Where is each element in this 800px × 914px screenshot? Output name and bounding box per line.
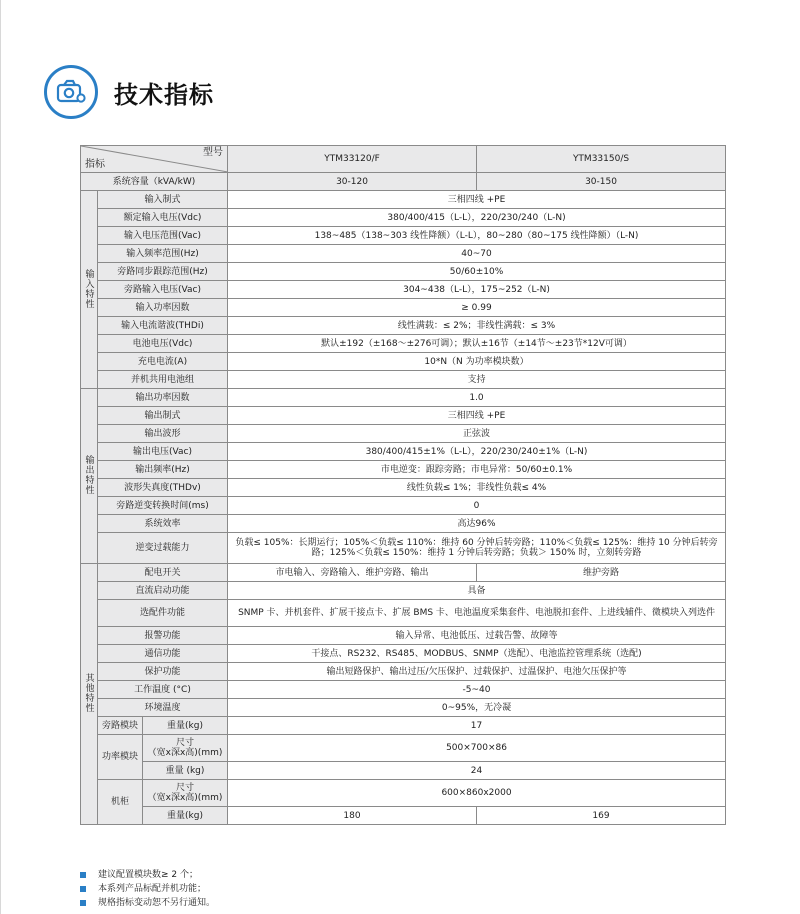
row-value: 输出短路保护、输出过压/欠压保护、过载保护、过温保护、电池欠压保护等 xyxy=(228,663,726,681)
row-label: 输入电流谐波(THDi) xyxy=(98,317,228,335)
row-value: 正弦波 xyxy=(228,425,726,443)
row-value: 支持 xyxy=(228,371,726,389)
row-value: 负载≤ 105%：长期运行；105%＜负载≤ 110%：维持 60 分钟后转旁路；110%＜负载≤ 125%：维持 10 分钟后转旁路；125%＜负载≤ 150%：维持 1 分钟后转旁路；负载＞ 150% 时，立刻转旁路 xyxy=(228,533,726,564)
section-header xyxy=(44,64,214,120)
bypass-module-row xyxy=(81,717,726,735)
row-value: 线性负载≤ 1%；非线性负载≤ 4% xyxy=(228,479,726,497)
output-row xyxy=(81,479,726,497)
output-row xyxy=(81,497,726,515)
row-value: 三相四线 +PE xyxy=(228,407,726,425)
output-row xyxy=(81,443,726,461)
input-row xyxy=(81,191,726,209)
row-value: SNMP 卡、并机套件、扩展干接点卡、扩展 BMS 卡、电池温度采集套件、电池脱扣套件、上进线辅件、微模块入列选件 xyxy=(228,600,726,627)
row-label: 工作温度 (°C) xyxy=(98,681,228,699)
row-label: 并机共用电池组 xyxy=(98,371,228,389)
group-input-label: 输入特性 xyxy=(81,191,98,389)
row-label: 旁路同步跟踪范围(Hz) xyxy=(98,263,228,281)
power-size-label: 尺寸 （宽x深x高)(mm) xyxy=(143,735,228,762)
other-row xyxy=(81,663,726,681)
row-value: 输入异常、电池低压、过载告警、故障等 xyxy=(228,627,726,645)
row-value: 默认±192（±168～±276可调）；默认±16节（±14节～±23节*12V可调） xyxy=(228,335,726,353)
power-module-weight-row xyxy=(81,762,726,780)
row-label: 旁路输入电压(Vac) xyxy=(98,281,228,299)
row-label: 输入制式 xyxy=(98,191,228,209)
input-row xyxy=(81,299,726,317)
cabinet-size-row xyxy=(81,780,726,807)
output-row xyxy=(81,533,726,564)
output-row xyxy=(81,515,726,533)
cabinet-weight-b: 169 xyxy=(477,807,726,825)
cabinet-weight-a: 180 xyxy=(228,807,477,825)
row-label: 环境温度 xyxy=(98,699,228,717)
bypass-module-label: 旁路模块 xyxy=(98,717,143,735)
notes-list xyxy=(80,868,215,910)
row-label: 充电电流(A) xyxy=(98,353,228,371)
note-item: 规格指标变动恕不另行通知。 xyxy=(80,896,215,910)
row-label: 逆变过载能力 xyxy=(98,533,228,564)
input-row xyxy=(81,371,726,389)
capacity-b: 30-150 xyxy=(477,173,726,191)
other-row xyxy=(81,699,726,717)
bullet-square-icon xyxy=(80,872,86,878)
cabinet-weight-row xyxy=(81,807,726,825)
row-value: 380/400/415（L-L），220/230/240（L-N) xyxy=(228,209,726,227)
other-row xyxy=(81,582,726,600)
note-item: 本系列产品标配并机功能； xyxy=(80,882,215,896)
power-weight-value: 24 xyxy=(228,762,726,780)
group-output-label: 输出特性 xyxy=(81,389,98,564)
row-value: 三相四线 +PE xyxy=(228,191,726,209)
row-label: 输出电压(Vac) xyxy=(98,443,228,461)
note-item: 建议配置模块数≥ 2 个； xyxy=(80,868,215,882)
row-label: 额定输入电压(Vdc) xyxy=(98,209,228,227)
model-label: 型号 xyxy=(203,147,224,158)
output-row xyxy=(81,407,726,425)
row-label: 输入功率因数 xyxy=(98,299,228,317)
row-label: 系统效率 xyxy=(98,515,228,533)
capacity-a: 30-120 xyxy=(228,173,477,191)
row-value: 50/60±10% xyxy=(228,263,726,281)
row-label: 配电开关 xyxy=(98,564,228,582)
row-value: 具备 xyxy=(228,582,726,600)
spec-label: 指标 xyxy=(85,159,105,170)
cabinet-weight-label: 重量(kg) xyxy=(143,807,228,825)
switch-b: 维护旁路 xyxy=(477,564,726,582)
row-label: 输出功率因数 xyxy=(98,389,228,407)
output-row xyxy=(81,389,726,407)
model-a-header: YTM33120/F xyxy=(228,146,477,173)
input-row xyxy=(81,227,726,245)
row-value: 40~70 xyxy=(228,245,726,263)
input-row xyxy=(81,281,726,299)
bypass-weight-label: 重量(kg) xyxy=(143,717,228,735)
row-label: 报警功能 xyxy=(98,627,228,645)
group-other-label: 其他特性 xyxy=(81,564,98,825)
bullet-square-icon xyxy=(80,900,86,906)
bullet-square-icon xyxy=(80,886,86,892)
row-value: 干接点、RS232、RS485、MODBUS、SNMP（选配）、电池监控管理系统（选配) xyxy=(228,645,726,663)
other-row xyxy=(81,627,726,645)
row-label: 直流启动功能 xyxy=(98,582,228,600)
other-row xyxy=(81,600,726,627)
row-label: 输出波形 xyxy=(98,425,228,443)
row-value: 304~438（L-L），175~252（L-N) xyxy=(228,281,726,299)
input-row xyxy=(81,209,726,227)
capacity-row xyxy=(81,173,726,191)
power-module-label: 功率模块 xyxy=(98,735,143,780)
spec-table xyxy=(80,145,726,825)
power-weight-label: 重量 (kg) xyxy=(143,762,228,780)
row-label: 输入电压范围(Vac) xyxy=(98,227,228,245)
row-label: 波形失真度(THDv) xyxy=(98,479,228,497)
switch-a: 市电输入、旁路输入、维护旁路、输出 xyxy=(228,564,477,582)
row-value: 138~485（138~303 线性降额）（L-L），80~280（80~175 线性降额）（L-N) xyxy=(228,227,726,245)
capacity-label: 系统容量（kVA/kW) xyxy=(81,173,228,191)
row-value: 380/400/415±1%（L-L），220/230/240±1%（L-N) xyxy=(228,443,726,461)
bypass-weight-value: 17 xyxy=(228,717,726,735)
cabinet-size-label: 尺寸 （宽x深x高)(mm) xyxy=(143,780,228,807)
model-b-header: YTM33150/S xyxy=(477,146,726,173)
input-row xyxy=(81,245,726,263)
row-label: 输出频率(Hz) xyxy=(98,461,228,479)
row-value: -5~40 xyxy=(228,681,726,699)
output-row xyxy=(81,461,726,479)
row-value: 高达96% xyxy=(228,515,726,533)
power-module-size-row xyxy=(81,735,726,762)
output-row xyxy=(81,425,726,443)
switch-row xyxy=(81,564,726,582)
row-value: 线性满载：≤ 2%；非线性满载：≤ 3% xyxy=(228,317,726,335)
row-label: 输出制式 xyxy=(98,407,228,425)
power-size-value: 500×700×86 xyxy=(228,735,726,762)
other-row xyxy=(81,681,726,699)
input-row xyxy=(81,317,726,335)
row-value: 0~95%，无冷凝 xyxy=(228,699,726,717)
row-value: 0 xyxy=(228,497,726,515)
spec-logo-icon xyxy=(44,65,98,119)
other-row xyxy=(81,645,726,663)
cabinet-label: 机柜 xyxy=(98,780,143,825)
row-value: 10*N（N 为功率模块数） xyxy=(228,353,726,371)
diagonal-header-cell xyxy=(81,146,228,173)
table-header-row xyxy=(81,146,726,173)
row-label: 选配件功能 xyxy=(98,600,228,627)
row-value: 市电逆变：跟踪旁路；市电异常：50/60±0.1% xyxy=(228,461,726,479)
input-row xyxy=(81,353,726,371)
page-title: 技术指标 xyxy=(114,80,214,109)
row-value: 1.0 xyxy=(228,389,726,407)
input-row xyxy=(81,263,726,281)
row-label: 通信功能 xyxy=(98,645,228,663)
row-label: 输入频率范围(Hz) xyxy=(98,245,228,263)
row-label: 旁路逆变转换时间(ms) xyxy=(98,497,228,515)
input-row xyxy=(81,335,726,353)
row-label: 电池电压(Vdc) xyxy=(98,335,228,353)
page-border xyxy=(0,0,1,914)
row-label: 保护功能 xyxy=(98,663,228,681)
row-value: ≥ 0.99 xyxy=(228,299,726,317)
cabinet-size-value: 600×860x2000 xyxy=(228,780,726,807)
